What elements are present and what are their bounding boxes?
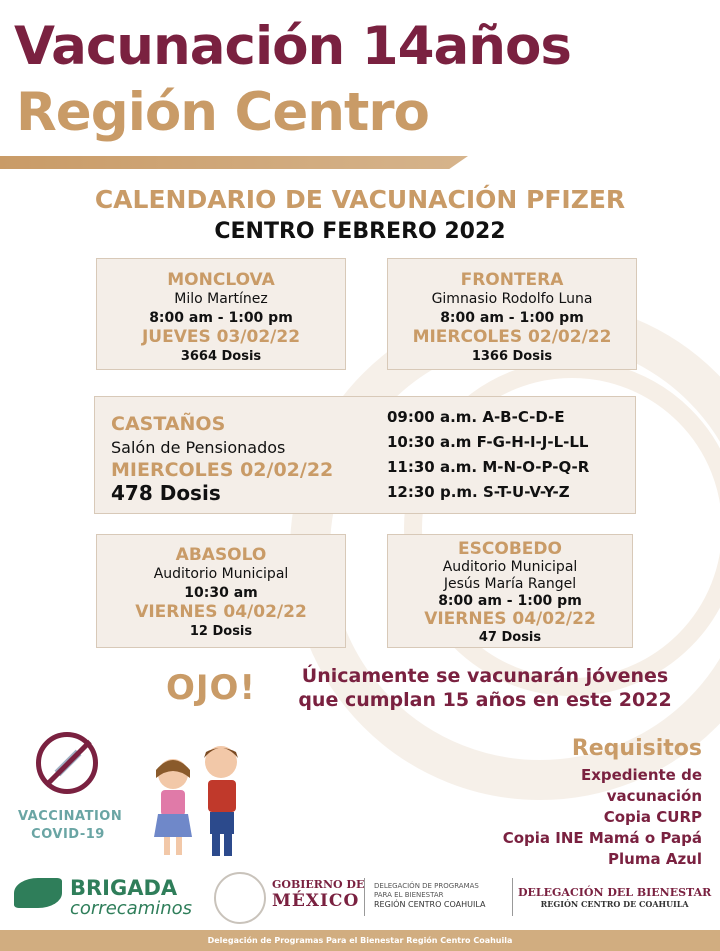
page-subtitle: Región Centro xyxy=(16,82,429,143)
vaccination-badge-line1: VACCINATION xyxy=(18,809,123,824)
gobierno-logo xyxy=(272,878,364,911)
delegacion-logo xyxy=(374,882,485,909)
site-date: MIERCOLES 02/02/22 xyxy=(111,459,334,481)
site-card-abasolo xyxy=(96,534,346,648)
age-notice-line1: Únicamente se vacunarán jóvenes xyxy=(301,665,669,687)
calendar-title: CALENDARIO DE VACUNACIÓN PFIZER xyxy=(94,185,626,214)
site-city: MONCLOVA xyxy=(167,270,275,290)
footer-bar: Delegación de Programas Para el Bienestar Región Centro Coahuila xyxy=(0,930,720,951)
site-doses: 3664 Dosis xyxy=(180,349,262,364)
partner-logos xyxy=(0,868,720,928)
schedule-item: 09:00 a.m. A-B-C-D-E xyxy=(387,408,565,426)
site-doses: 47 Dosis xyxy=(478,630,542,645)
requirement-item: Copia CURP xyxy=(603,808,702,826)
brigada-line2: correcaminos xyxy=(70,898,193,919)
requirement-item: Pluma Azul xyxy=(608,850,702,868)
gobierno-line1: GOBIERNO DE xyxy=(272,878,365,891)
delegacion-line3: REGIÓN CENTRO COAHUILA xyxy=(374,900,486,909)
syringe-prohibited-icon xyxy=(36,732,98,794)
title-rule xyxy=(0,156,468,169)
site-card-monclova xyxy=(96,258,346,370)
delegacion-line2: PARA EL BIENESTAR xyxy=(374,891,444,899)
bienestar-logo xyxy=(518,886,711,909)
site-venue: Auditorio Municipal xyxy=(442,559,578,575)
ojo-label: OJO! xyxy=(166,668,256,708)
vaccination-badge xyxy=(18,808,123,844)
schedule-list xyxy=(387,405,589,505)
vaccination-badge-line2: COVID-19 xyxy=(31,827,105,842)
requirement-item: vacunación xyxy=(606,787,702,805)
brigada-line1: BRIGADA xyxy=(70,876,178,900)
site-doses: 1366 Dosis xyxy=(471,349,553,364)
site-time: 8:00 am - 1:00 pm xyxy=(438,593,582,609)
site-time: 8:00 am - 1:00 pm xyxy=(149,310,293,326)
delegacion-line1: DELEGACIÓN DE PROGRAMAS xyxy=(374,882,479,890)
site-doses: 12 Dosis xyxy=(189,624,253,639)
requirements-title: Requisitos xyxy=(571,736,702,761)
age-notice-line2: que cumplan 15 años en este 2022 xyxy=(298,689,672,711)
site-venue: Auditorio Municipal xyxy=(153,566,289,582)
site-card-escobedo xyxy=(387,534,633,648)
site-time: 8:00 am - 1:00 pm xyxy=(440,310,584,326)
site-venue: Milo Martínez xyxy=(174,291,268,307)
site-date: VIERNES 04/02/22 xyxy=(135,602,307,622)
site-card-castanos xyxy=(94,396,636,514)
site-city: FRONTERA xyxy=(460,270,564,290)
requirements-panel xyxy=(442,736,702,870)
site-doses: 478 Dosis xyxy=(111,481,221,505)
schedule-item: 10:30 a.m F-G-H-I-J-L-LL xyxy=(387,433,589,451)
bienestar-line1: DELEGACIÓN DEL BIENESTAR xyxy=(518,886,712,899)
children-illustration xyxy=(128,722,268,862)
site-time: 10:30 am xyxy=(184,585,258,601)
gobierno-line2: MÉXICO xyxy=(272,891,360,911)
calendar-subtitle: CENTRO FEBRERO 2022 xyxy=(214,219,506,244)
logo-divider xyxy=(512,878,513,916)
requirement-item: Copia INE Mamá o Papá xyxy=(502,829,702,847)
site-city: ABASOLO xyxy=(175,545,267,565)
site-venue-line2: Jesús María Rangel xyxy=(443,576,577,592)
site-date: JUEVES 03/02/22 xyxy=(141,327,301,347)
schedule-item: 11:30 a.m. M-N-O-P-Q-R xyxy=(387,458,590,476)
site-venue: Gimnasio Rodolfo Luna xyxy=(431,291,593,307)
logo-divider xyxy=(364,878,365,916)
national-seal-icon xyxy=(214,872,266,924)
schedule-item: 12:30 p.m. S-T-U-V-Y-Z xyxy=(387,483,570,501)
bienestar-line2: REGIÓN CENTRO DE COAHUILA xyxy=(540,899,689,909)
site-date: VIERNES 04/02/22 xyxy=(424,609,596,629)
age-notice xyxy=(270,664,700,712)
site-city: CASTAÑOS xyxy=(111,413,226,435)
page-title: Vacunación 14años xyxy=(14,16,571,77)
site-city: ESCOBEDO xyxy=(458,539,562,559)
roadrunner-icon xyxy=(14,878,62,908)
site-card-frontera xyxy=(387,258,637,370)
requirement-item: Expediente de xyxy=(580,766,702,784)
site-venue: Salón de Pensionados xyxy=(111,438,286,457)
site-date: MIERCOLES 02/02/22 xyxy=(412,327,612,347)
